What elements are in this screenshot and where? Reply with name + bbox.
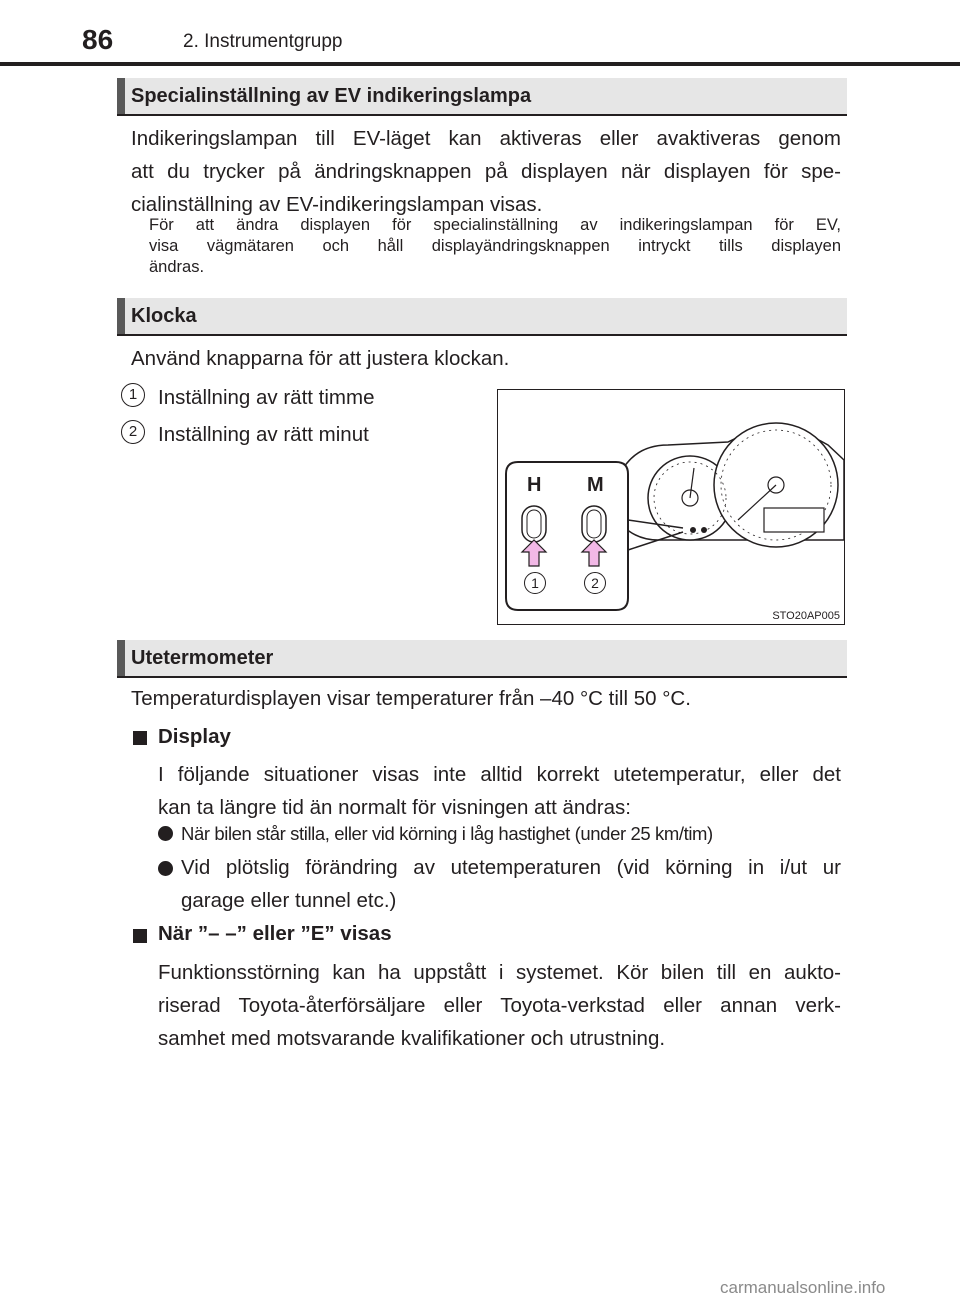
error-heading: När ”– –” eller ”E” visas	[158, 922, 392, 945]
clock-item-minute: Inställning av rätt minut	[158, 423, 369, 446]
minute-knob-icon	[582, 506, 606, 542]
ev-para-line: cialinställning av EV-indikeringslampan visas.	[131, 193, 543, 216]
chapter-title: 2. Instrumentgrupp	[183, 31, 343, 52]
cluster-button-icon	[690, 527, 696, 533]
lcd-display-icon	[764, 508, 824, 532]
square-bullet-icon	[133, 929, 147, 943]
bullet-line: garage eller tunnel etc.)	[181, 889, 397, 912]
round-bullet-icon	[158, 826, 173, 841]
ev-note	[149, 215, 841, 278]
display-paragraph	[158, 758, 841, 824]
section-heading-temp	[117, 640, 847, 678]
callout-number-2: 2	[121, 420, 145, 444]
footer-watermark[interactable]: carmanualsonline.info	[720, 1278, 886, 1297]
section-bar	[117, 298, 125, 334]
section-title: Specialinställning av EV indikeringslampa	[131, 85, 532, 107]
page-number: 86	[82, 24, 114, 55]
figure-callout-1: 1	[524, 572, 546, 594]
bullet-line: Vid plötslig förändring av utetemperaturen (vid körning in i/ut ur	[181, 856, 841, 879]
clock-item-hour: Inställning av rätt timme	[158, 386, 375, 409]
bullet-stationary: När bilen står stilla, eller vid körning i låg hastighet (under 25 km/tim)	[181, 823, 713, 844]
error-line: samhet med motsvarande kvalifikationer och utrustning.	[158, 1027, 666, 1050]
square-bullet-icon	[133, 731, 147, 745]
instrument-cluster-illustration	[498, 390, 844, 624]
section-heading-clock	[117, 298, 847, 336]
section-bar	[117, 78, 125, 114]
error-line: Funktionsstörning kan ha uppstått i systemet. Kör bilen till en aukto-	[158, 961, 841, 984]
temp-intro: Temperaturdisplayen visar temperaturer från –40 °C till 50 °C.	[131, 687, 691, 710]
header-rule	[0, 62, 960, 66]
figure-callout-2: 2	[584, 572, 606, 594]
ev-para-line: att du trycker på ändringsknappen på displayen när displayen för spe-	[131, 160, 841, 183]
section-bar	[117, 640, 125, 676]
ev-para-line: Indikeringslampan till EV-läget kan aktiveras eller avaktiveras genom	[131, 127, 841, 150]
knob-label-h: H	[527, 474, 542, 496]
display-line: kan ta längre tid än normalt för visningen att ändras:	[158, 796, 631, 819]
knob-label-m: M	[587, 474, 604, 496]
cluster-button-icon	[701, 527, 707, 533]
error-line: riserad Toyota-återförsäljare eller Toyota-verkstad eller annan verk-	[158, 994, 841, 1017]
ev-note-line: ändras.	[149, 258, 205, 276]
ev-paragraph	[131, 122, 841, 221]
section-title: Utetermometer	[131, 647, 274, 669]
clock-figure	[497, 389, 845, 625]
display-heading: Display	[158, 725, 231, 748]
hour-knob-icon	[522, 506, 546, 542]
clock-intro: Använd knapparna för att justera klockan.	[131, 347, 510, 370]
bullet-sudden-change	[181, 851, 841, 917]
error-paragraph	[158, 956, 841, 1055]
ev-note-line: visa vägmätaren och håll displayändringsknappen intryckt tills displayen	[149, 237, 841, 255]
callout-number-1: 1	[121, 383, 145, 407]
figure-code: STO20AP005	[772, 610, 840, 622]
section-title: Klocka	[131, 305, 197, 327]
ev-note-line: För att ändra displayen för specialinställning av indikeringslampan för EV,	[149, 216, 841, 234]
section-heading-ev	[117, 78, 847, 116]
display-line: I följande situationer visas inte alltid korrekt utetemperatur, eller det	[158, 763, 841, 786]
round-bullet-icon	[158, 861, 173, 876]
